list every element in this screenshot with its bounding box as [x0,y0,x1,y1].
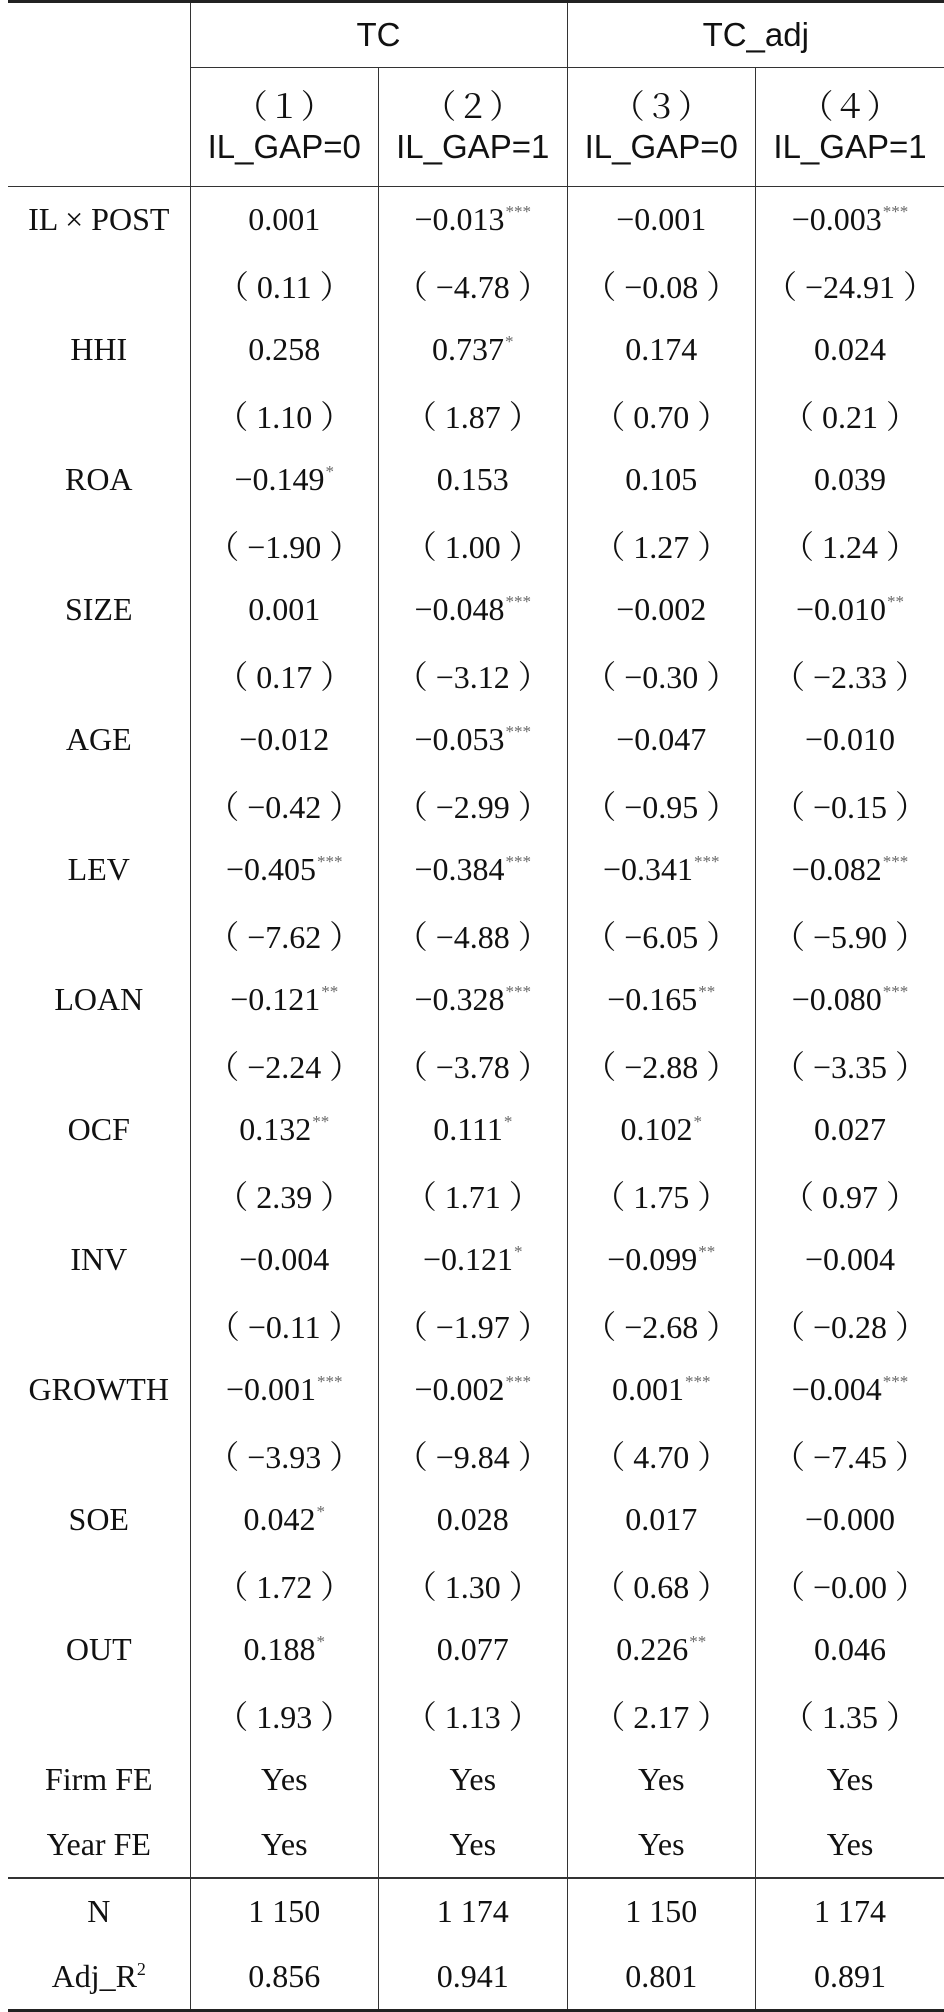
significance-stars: ** [689,1632,706,1651]
coef-cell [190,967,379,1032]
coef-row [8,577,944,642]
coef-value: 0.028 [437,1501,509,1537]
coef-cell [756,707,944,772]
t-stat-cell: （ −0.42 ） [190,772,379,837]
t-stat-cell: （ 1.00 ） [379,512,568,577]
row-label-empty [8,1552,190,1617]
significance-stars: * [694,1112,703,1131]
coef-value: −0.004 [792,1371,882,1407]
stat-cell: 1 150 [190,1878,379,1944]
coef-value: −0.048 [414,591,504,627]
header-column-2 [379,68,568,187]
t-stat-cell: （ −0.28 ） [756,1292,944,1357]
t-stat-cell: （ 1.30 ） [379,1552,568,1617]
coef-cell [567,1357,756,1422]
coef-value: −0.002 [414,1371,504,1407]
row-label: GROWTH [8,1357,190,1422]
coef-cell [567,317,756,382]
stat-cell: 0.856 [190,1944,379,2011]
t-stat-row [8,382,944,447]
fe-cell: Yes [379,1747,568,1812]
coef-value: −0.001 [616,201,706,237]
t-stat-cell: （ −7.45 ） [756,1422,944,1487]
stat-cell: 0.801 [567,1944,756,2011]
coef-cell [567,707,756,772]
coef-cell [379,317,568,382]
row-label-empty [8,902,190,967]
coef-cell [567,187,756,253]
significance-stars: ** [887,592,904,611]
t-stat-cell: （ −3.78 ） [379,1032,568,1097]
coef-cell [756,967,944,1032]
row-label-empty [8,512,190,577]
fe-cell: Yes [190,1747,379,1812]
coef-value: 0.027 [814,1111,886,1147]
header-row-columns [8,68,944,187]
row-label: AGE [8,707,190,772]
coef-value: −0.000 [805,1501,895,1537]
coef-cell [190,1617,379,1682]
row-label: IL × POST [8,187,190,253]
coef-value: −0.328 [414,981,504,1017]
t-stat-cell: （ 1.71 ） [379,1162,568,1227]
coef-row [8,707,944,772]
t-stat-cell: （ −7.62 ） [190,902,379,967]
t-stat-row [8,772,944,837]
header-corner [8,2,190,68]
fe-cell: Yes [756,1812,944,1878]
coef-cell [190,1097,379,1162]
coef-value: 0.001 [248,201,320,237]
coef-cell [756,317,944,382]
coef-cell [190,447,379,512]
coef-cell [756,447,944,512]
coef-cell [567,1227,756,1292]
coef-value: −0.099 [607,1241,697,1277]
t-stat-cell: （ −3.35 ） [756,1032,944,1097]
t-stat-cell: （ −2.99 ） [379,772,568,837]
coef-value: −0.121 [230,981,320,1017]
coef-value: −0.149 [234,461,324,497]
coef-value: −0.012 [239,721,329,757]
t-stat-cell: （ −0.15 ） [756,772,944,837]
coef-cell [567,837,756,902]
coef-value: 0.105 [625,461,697,497]
coef-cell [190,577,379,642]
t-stat-cell: （ 0.70 ） [567,382,756,447]
column-number: （１） [235,88,334,125]
t-stat-cell: （ 0.21 ） [756,382,944,447]
coef-cell [756,577,944,642]
coef-value: −0.013 [414,201,504,237]
coef-value: −0.384 [414,851,504,887]
significance-stars: *** [883,852,909,871]
coef-cell [190,187,379,253]
fe-cell: Yes [379,1812,568,1878]
fixed-effects-row [8,1747,944,1812]
coef-value: 0.737 [432,331,504,367]
t-stat-cell: （ 1.10 ） [190,382,379,447]
coef-value: −0.010 [805,721,895,757]
observations-row [8,1878,944,1944]
coef-value: 0.102 [621,1111,693,1147]
coef-cell [190,837,379,902]
t-stat-cell: （ −24.91 ） [756,252,944,317]
t-stat-cell: （ −0.11 ） [190,1292,379,1357]
column-number: （４） [801,88,900,125]
coef-value: −0.003 [792,201,882,237]
t-stat-cell: （ −0.95 ） [567,772,756,837]
coef-value: 0.039 [814,461,886,497]
row-label-empty [8,1032,190,1097]
row-label-empty [8,1162,190,1227]
t-stat-cell: （ 4.70 ） [567,1422,756,1487]
row-label: HHI [8,317,190,382]
significance-stars: *** [317,1372,343,1391]
header-group-tc-adj: TC_adj [567,2,944,68]
row-label: N [8,1878,190,1944]
significance-stars: ** [312,1112,329,1131]
coef-value: −0.047 [616,721,706,757]
t-stat-row [8,252,944,317]
row-label: LOAN [8,967,190,1032]
stat-cell: 0.941 [379,1944,568,2011]
coef-value: 0.226 [616,1631,688,1667]
coef-value: 0.001 [248,591,320,627]
adj-r2-row [8,1944,944,2011]
coef-value: 0.017 [625,1501,697,1537]
t-stat-row [8,1292,944,1357]
row-label-empty [8,772,190,837]
t-stat-row [8,1032,944,1097]
coef-value: −0.010 [796,591,886,627]
coef-cell [379,707,568,772]
coef-cell [567,1487,756,1552]
coef-cell [379,447,568,512]
coef-cell [756,837,944,902]
coef-cell [756,1487,944,1552]
significance-stars: *** [883,1372,909,1391]
header-group-tc: TC [190,2,567,68]
t-stat-cell: （ 0.68 ） [567,1552,756,1617]
stat-cell: 0.891 [756,1944,944,2011]
coef-value: 0.188 [244,1631,316,1667]
coef-cell [379,1227,568,1292]
coef-value: −0.405 [226,851,316,887]
t-stat-cell: （ 2.39 ） [190,1162,379,1227]
coef-row [8,1227,944,1292]
fe-cell: Yes [756,1747,944,1812]
t-stat-cell: （ −2.24 ） [190,1032,379,1097]
coef-row [8,187,944,253]
coef-value: −0.121 [423,1241,513,1277]
coef-cell [567,967,756,1032]
t-stat-cell: （ 1.24 ） [756,512,944,577]
t-stat-cell: （ −3.12 ） [379,642,568,707]
row-label: ROA [8,447,190,512]
coef-value: −0.165 [607,981,697,1017]
t-stat-cell: （ −5.90 ） [756,902,944,967]
coef-cell [567,447,756,512]
t-stat-cell: （ 0.17 ） [190,642,379,707]
row-label-empty [8,382,190,447]
stat-cell: 1 150 [567,1878,756,1944]
coef-cell [190,1357,379,1422]
significance-stars: *** [506,982,532,1001]
coef-cell [756,1357,944,1422]
coef-value: 0.132 [239,1111,311,1147]
column-condition: IL_GAP=1 [773,128,926,165]
row-label: LEV [8,837,190,902]
column-condition: IL_GAP=1 [396,128,549,165]
t-stat-cell: （ −9.84 ） [379,1422,568,1487]
row-label: OCF [8,1097,190,1162]
coef-cell [756,1227,944,1292]
significance-stars: ** [698,1242,715,1261]
coef-value: 0.024 [814,331,886,367]
significance-stars: * [317,1502,326,1521]
t-stat-cell: （ −2.88 ） [567,1032,756,1097]
significance-stars: *** [317,852,343,871]
header-row-groups [8,2,944,68]
column-number: （３） [612,88,711,125]
stat-cell: 1 174 [756,1878,944,1944]
coef-row [8,1487,944,1552]
t-stat-row [8,902,944,967]
t-stat-cell: （ −0.00 ） [756,1552,944,1617]
t-stat-cell: （ 1.87 ） [379,382,568,447]
coef-cell [190,707,379,772]
significance-stars: ** [698,982,715,1001]
coef-cell [379,577,568,642]
fe-cell: Yes [190,1812,379,1878]
table-body [8,2,944,2011]
coef-value: 0.046 [814,1631,886,1667]
adj-r-label: Adj_R [52,1958,137,1994]
t-stat-row [8,1162,944,1227]
column-condition: IL_GAP=0 [585,128,738,165]
coef-value: 0.258 [248,331,320,367]
t-stat-cell: （ 1.35 ） [756,1682,944,1747]
coef-cell [756,1617,944,1682]
coef-cell [756,1097,944,1162]
significance-stars: *** [883,202,909,221]
row-label-empty [8,642,190,707]
t-stat-row [8,1552,944,1617]
header-column-1 [190,68,379,187]
significance-stars: *** [506,1372,532,1391]
coef-cell [379,967,568,1032]
t-stat-cell: （ −0.08 ） [567,252,756,317]
row-label: OUT [8,1617,190,1682]
t-stat-cell: （ 0.11 ） [190,252,379,317]
t-stat-cell: （ −1.97 ） [379,1292,568,1357]
coef-row [8,317,944,382]
coef-value: −0.001 [226,1371,316,1407]
column-condition: IL_GAP=0 [208,128,361,165]
t-stat-cell: （ 1.93 ） [190,1682,379,1747]
significance-stars: *** [506,852,532,871]
t-stat-cell: （ −6.05 ） [567,902,756,967]
coef-value: −0.053 [414,721,504,757]
row-label-empty [8,1682,190,1747]
t-stat-cell: （ 1.13 ） [379,1682,568,1747]
header-corner-lower [8,68,190,187]
superscript-two: 2 [137,1959,146,1979]
coef-cell [379,1097,568,1162]
coef-row [8,447,944,512]
row-label-empty [8,1292,190,1357]
coef-cell [379,837,568,902]
row-label [8,1944,190,2011]
coef-cell [756,187,944,253]
fe-cell: Yes [567,1747,756,1812]
t-stat-cell: （ −4.78 ） [379,252,568,317]
t-stat-cell: （ −2.33 ） [756,642,944,707]
t-stat-row [8,1682,944,1747]
coef-value: −0.080 [792,981,882,1017]
coef-row [8,1357,944,1422]
regression-table [8,0,944,2012]
coef-row [8,837,944,902]
header-column-4 [756,68,944,187]
row-label: SIZE [8,577,190,642]
t-stat-row [8,642,944,707]
coef-cell [567,577,756,642]
significance-stars: *** [694,852,720,871]
significance-stars: ** [321,982,338,1001]
coef-row [8,1617,944,1682]
significance-stars: * [317,1632,326,1651]
t-stat-cell: （ −0.30 ） [567,642,756,707]
t-stat-cell: （ 1.75 ） [567,1162,756,1227]
significance-stars: * [326,462,335,481]
significance-stars: *** [506,722,532,741]
coef-value: −0.004 [239,1241,329,1277]
significance-stars: *** [883,982,909,1001]
coef-value: 0.077 [437,1631,509,1667]
row-label-empty [8,1422,190,1487]
coef-value: 0.153 [437,461,509,497]
column-number: （２） [423,88,522,125]
header-column-3 [567,68,756,187]
significance-stars: *** [685,1372,711,1391]
coef-value: −0.082 [792,851,882,887]
t-stat-cell: （ −1.90 ） [190,512,379,577]
significance-stars: * [504,1112,513,1131]
significance-stars: *** [506,592,532,611]
t-stat-cell: （ 2.17 ） [567,1682,756,1747]
row-label: INV [8,1227,190,1292]
coef-row [8,967,944,1032]
stat-cell: 1 174 [379,1878,568,1944]
t-stat-cell: （ −3.93 ） [190,1422,379,1487]
row-label: SOE [8,1487,190,1552]
t-stat-cell: （ −2.68 ） [567,1292,756,1357]
coef-value: −0.002 [616,591,706,627]
coef-cell [379,1487,568,1552]
fe-cell: Yes [567,1812,756,1878]
row-label: Year FE [8,1812,190,1878]
coef-value: −0.004 [805,1241,895,1277]
coef-value: 0.111 [433,1111,503,1147]
t-stat-row [8,512,944,577]
coef-cell [567,1617,756,1682]
fixed-effects-row [8,1812,944,1878]
coef-cell [379,1357,568,1422]
coef-row [8,1097,944,1162]
row-label: Firm FE [8,1747,190,1812]
row-label-empty [8,252,190,317]
coef-value: 0.001 [612,1371,684,1407]
significance-stars: * [505,332,514,351]
coef-value: −0.341 [603,851,693,887]
coef-cell [379,1617,568,1682]
t-stat-row [8,1422,944,1487]
coef-cell [190,317,379,382]
t-stat-cell: （ 1.72 ） [190,1552,379,1617]
significance-stars: *** [506,202,532,221]
coef-value: 0.042 [244,1501,316,1537]
t-stat-cell: （ 0.97 ） [756,1162,944,1227]
coef-cell [190,1487,379,1552]
coef-value: 0.174 [625,331,697,367]
t-stat-cell: （ −4.88 ） [379,902,568,967]
significance-stars: * [514,1242,523,1261]
coef-cell [379,187,568,253]
t-stat-cell: （ 1.27 ） [567,512,756,577]
coef-cell [567,1097,756,1162]
coef-cell [190,1227,379,1292]
